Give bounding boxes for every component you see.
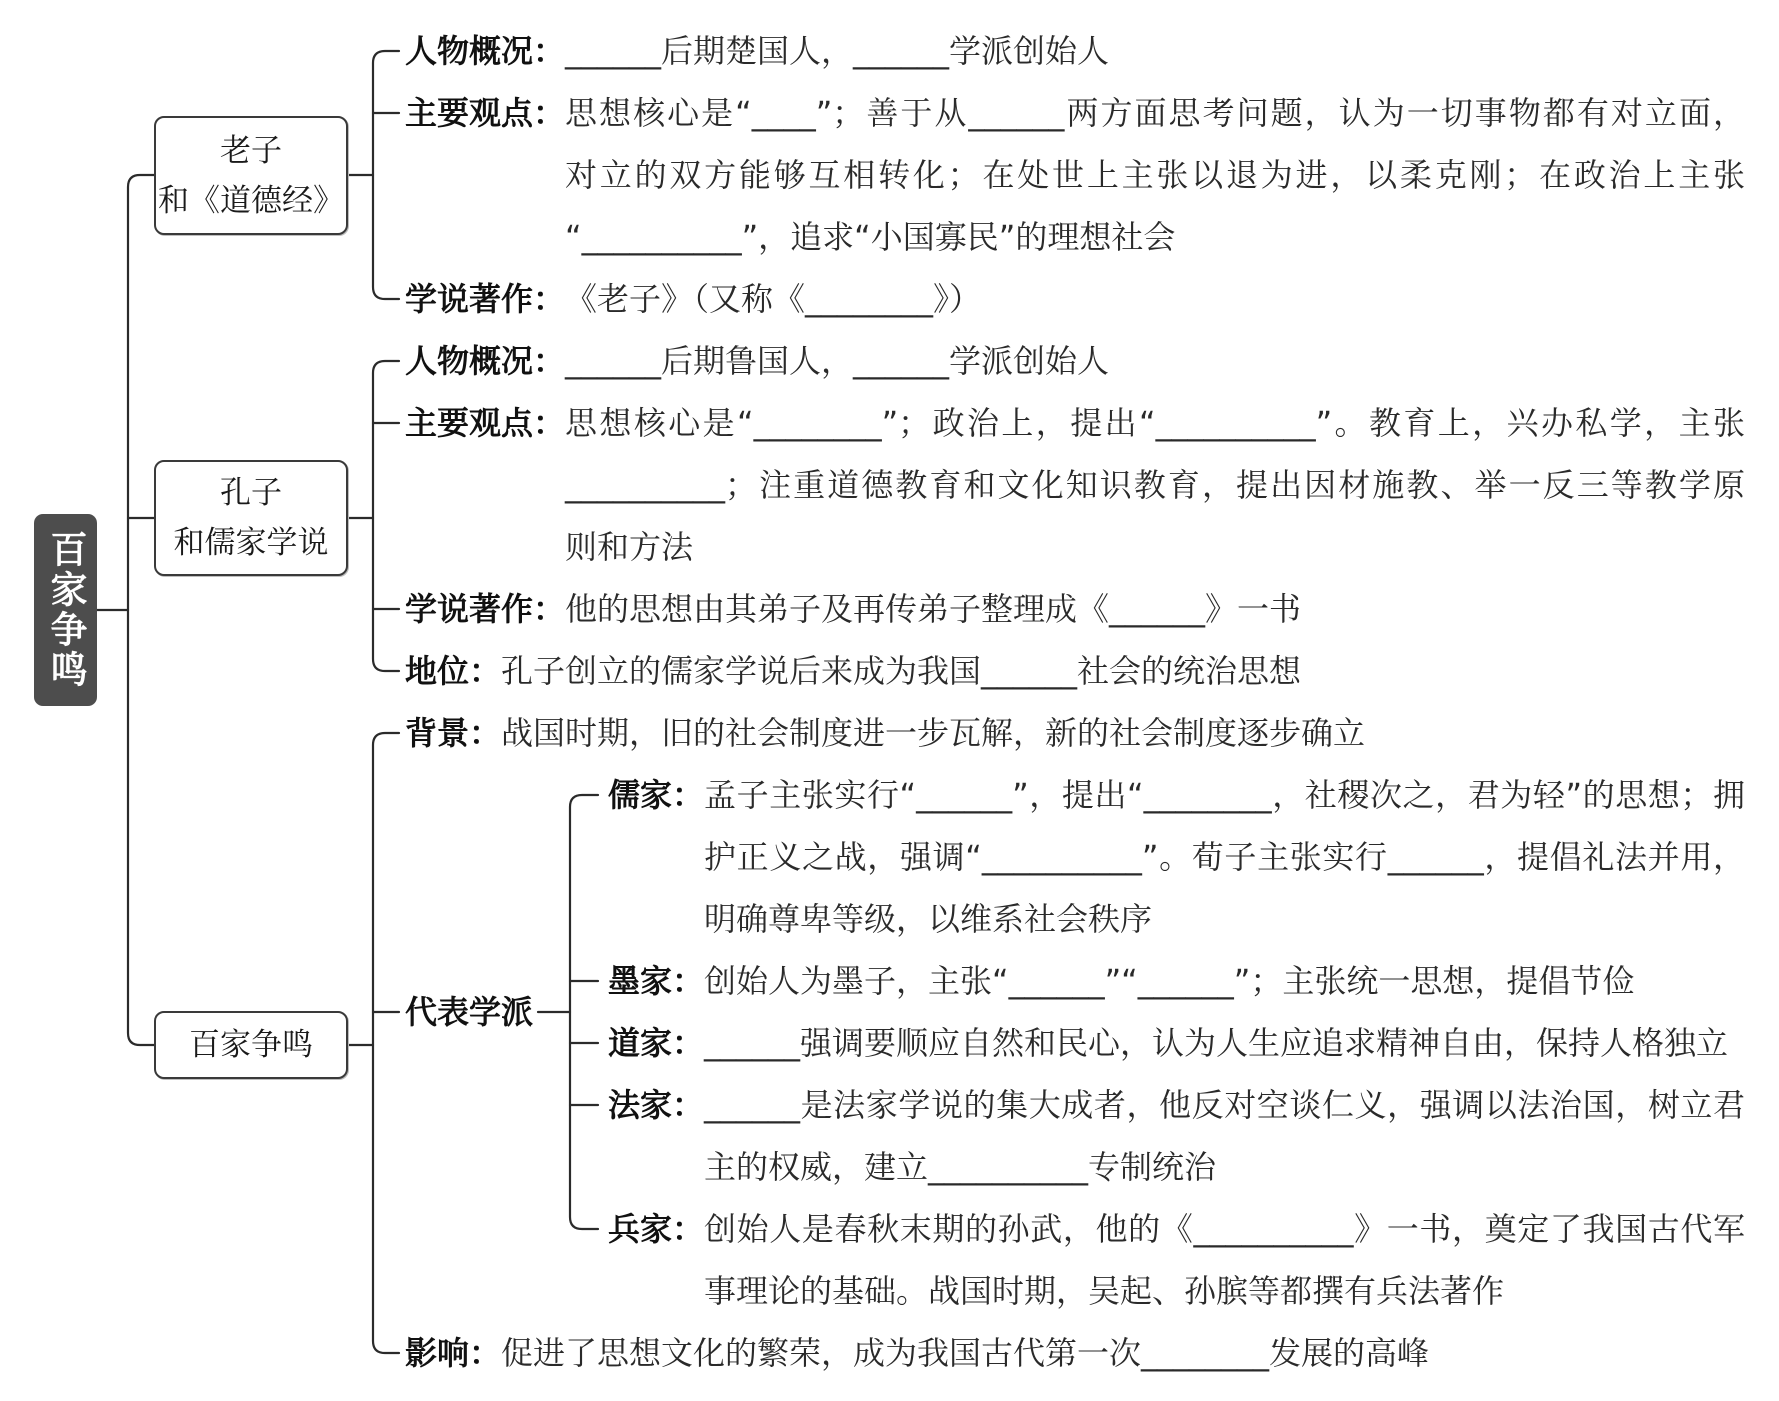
item-content [501, 1322, 1745, 1384]
item-label: 法家： [608, 1086, 705, 1124]
content-line: ______后期鲁国人，______学派创始人 [565, 342, 1110, 380]
baijia-influence [405, 1322, 1745, 1384]
content-line: “__________”，追求“小国寡民”的理想社会 [565, 218, 1176, 256]
laozi-works [405, 268, 1745, 330]
content-line: 事理论的基础。战国时期，吴起、孙膑等都撰有兵法著作 [704, 1272, 1505, 1310]
content-line: __________；注重道德教育和文化知识教育，提出因材施教、举一反三等教学原 [565, 466, 1745, 504]
item-content [501, 640, 1745, 702]
content-line: 对立的双方能够互相转化；在处世上主张以退为进，以柔克刚；在政治上主张 [565, 156, 1745, 194]
item-content [565, 20, 1745, 82]
item-label: 学说著作： [405, 280, 566, 318]
node-title-line: 和《道德经》 [158, 182, 344, 219]
item-content [704, 764, 1745, 950]
content-line: 创始人为墨子，主张“______”“______”；主张统一思想，提倡节俭 [704, 962, 1635, 1000]
content-line: 主的权威，建立__________专制统治 [704, 1148, 1217, 1186]
content-line: ______后期楚国人，______学派创始人 [565, 32, 1110, 70]
node-baijia [154, 1011, 348, 1079]
schools-heading [405, 981, 533, 1043]
content-line: 战国时期，旧的社会制度进一步瓦解，新的社会制度逐步确立 [501, 714, 1366, 752]
item-content [704, 1198, 1745, 1322]
node-kongzi [154, 460, 348, 576]
node-title-line: 和儒家学说 [173, 525, 329, 561]
item-label: 主要观点： [405, 404, 566, 442]
item-content [565, 268, 1745, 330]
node-title-line: 孔子 [220, 475, 282, 511]
item-content [565, 330, 1745, 392]
item-label: 主要观点： [405, 94, 566, 132]
node-laozi [154, 116, 348, 235]
node-title-line: 老子 [220, 132, 282, 169]
root-node [34, 514, 97, 706]
node-title-line: 百家争鸣 [189, 1027, 313, 1063]
item-content [704, 1074, 1745, 1198]
school-daojia [608, 1012, 1745, 1074]
item-label: 影响： [405, 1334, 502, 1372]
item-label: 儒家： [608, 776, 705, 814]
content-line: 创始人是春秋末期的孙武，他的《__________》一书，奠定了我国古代军 [704, 1210, 1745, 1248]
item-content [704, 950, 1745, 1012]
item-label: 学说著作： [405, 590, 566, 628]
laozi-profile [405, 20, 1745, 82]
laozi-views [405, 82, 1745, 268]
content-line: 护正义之战，强调“__________”。荀子主张实行______，提倡礼法并用， [704, 838, 1745, 876]
item-label: 兵家： [608, 1210, 705, 1248]
content-line: 孔子创立的儒家学说后来成为我国______社会的统治思想 [501, 652, 1302, 690]
kongzi-branch-bracket [373, 361, 399, 671]
content-line: ______是法家学说的集大成者，他反对空谈仁义，强调以法治国，树立君 [704, 1086, 1745, 1124]
content-line: 促进了思想文化的繁荣，成为我国古代第一次________发展的高峰 [501, 1334, 1430, 1372]
content-line: 明确尊卑等级，以维系社会秩序 [704, 900, 1153, 938]
school-fajia [608, 1074, 1745, 1198]
schools-bracket [570, 795, 598, 1229]
item-label: 地位： [405, 652, 502, 690]
content-line: 则和方法 [565, 528, 694, 566]
item-label: 背景： [405, 714, 502, 752]
content-line: 孟子主张实行“______”，提出“________，社稷次之，君为轻”的思想；拥 [704, 776, 1745, 814]
item-content [704, 1012, 1745, 1074]
item-content [565, 82, 1745, 268]
kongzi-profile [405, 330, 1745, 392]
school-bingjia [608, 1198, 1745, 1322]
trunk-connector [128, 175, 154, 1045]
kongzi-views [405, 392, 1745, 578]
school-rujia [608, 764, 1745, 950]
school-mojia [608, 950, 1745, 1012]
content-line: 他的思想由其弟子及再传弟子整理成《______》一书 [565, 590, 1302, 628]
content-line: 思想核心是“________”；政治上，提出“__________”。教育上，兴办私学，主张 [565, 404, 1745, 442]
item-content [565, 392, 1745, 578]
item-label: 代表学派 [405, 993, 534, 1031]
baijia-background [405, 702, 1745, 764]
kongzi-status [405, 640, 1745, 702]
item-label: 墨家： [608, 962, 705, 1000]
item-label: 道家： [608, 1024, 705, 1062]
kongzi-works [405, 578, 1745, 640]
item-label: 人物概况： [405, 342, 566, 380]
laozi-branch-bracket [373, 51, 399, 299]
content-line: 《老子》（又称《________》） [565, 280, 982, 318]
content-line: ______强调要顺应自然和民心，认为人生应追求精神自由，保持人格独立 [704, 1024, 1729, 1062]
item-content [565, 578, 1745, 640]
baijia-branch-bracket [373, 733, 399, 1353]
content-line: 思想核心是“____”；善于从______两方面思考问题，认为一切事物都有对立面， [565, 94, 1745, 132]
item-content [501, 702, 1745, 764]
item-label: 人物概况： [405, 32, 566, 70]
root-title: 百家争鸣 [44, 530, 87, 690]
